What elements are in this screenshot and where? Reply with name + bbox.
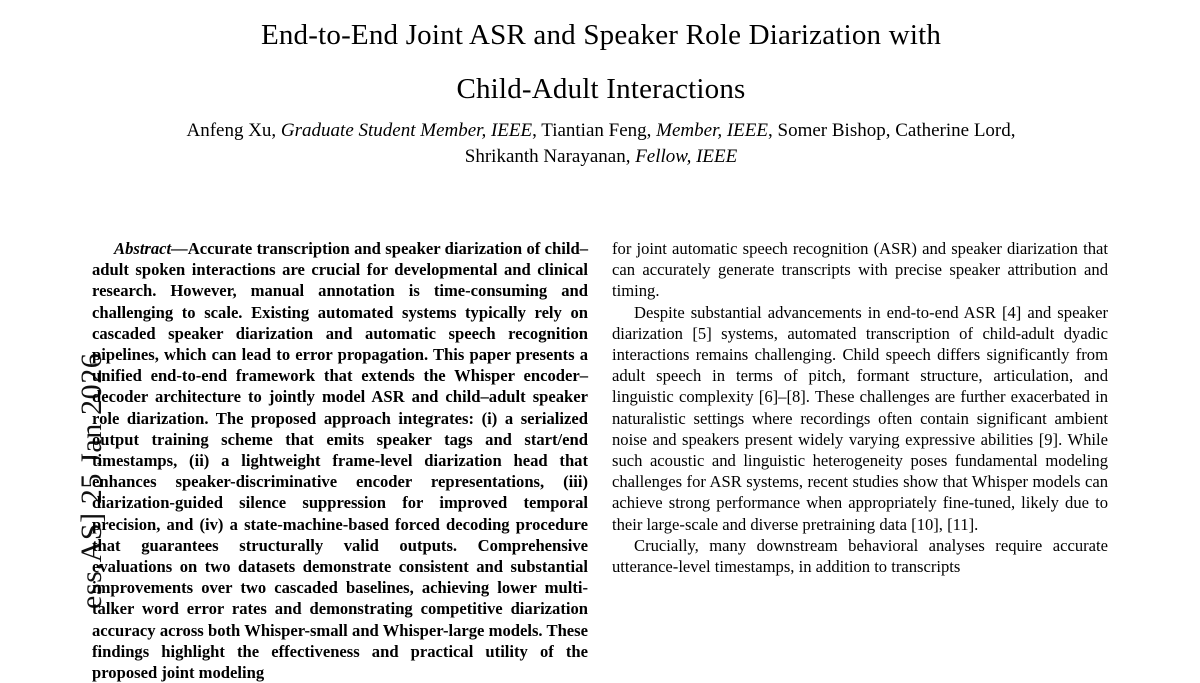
author-line-2	[96, 144, 1106, 170]
abstract-label: Abstract	[114, 239, 172, 258]
author-xu-grade: Graduate Student Member, IEEE	[280, 120, 533, 141]
author-narayanan-grade: Fellow, IEEE	[635, 146, 738, 167]
author-line-1	[96, 118, 1106, 144]
intro-paragraph-2: Despite substantial advancements in end-to-end ASR [4] and speaker diarization [5] systems, automated transcription of child-adult dyadic interactions remains challenging. Child speech differs significantly from adult speech in terms of pitch, formant structure, articulation, and linguistic complexity [6]–[8]. These challenges are further exacerbated in naturalistic settings where recordings often contain significant ambient noise and speakers present widely varying expressive abilities [9]. While such acoustic and linguistic heterogeneity poses fundamental modeling challenges for ASR systems, recent studies show that Whisper models can achieve strong performance when appropriately fine-tuned, likely due to their large-scale and diverse pretraining data [10], [11].	[612, 302, 1108, 534]
intro-paragraph-3: Crucially, many downstream behavioral analyses require accurate utterance-level timestamps, in addition to transcripts	[612, 535, 1108, 577]
author-feng: , Tiantian Feng,	[532, 120, 657, 141]
page-title	[96, 8, 1106, 116]
abstract-dash: —	[171, 239, 188, 258]
abstract-paragraph	[92, 238, 588, 683]
abstract-text: Accurate transcription and speaker diarization of child–adult spoken interactions are crucial for developmental and clinical research. However, manual annotation is time-consuming and challenging to scale. Existing automated systems typically rely on cascaded speaker diarization and automatic speech recognition pipelines, which can lead to error propagation. This paper presents a unified end-to-end framework that extends the Whisper encoder–decoder architecture to jointly model ASR and child–adult speaker role diarization. The proposed approach integrates: (i) a serialized output training scheme that emits speaker tags and start/end timestamps, (ii) a lightweight frame-level diarization head that enhances speaker-discriminative encoder representations, (iii) diarization-guided silence suppression for improved temporal precision, and (iv) a state-machine-based forced decoding procedure that guarantees structurally valid outputs. Comprehensive evaluations on two datasets demonstrate consistent and substantial improvements over two cascaded baselines, achieving lower multi-talker word error rates and demonstrating competitive diarization accuracy across both Whisper-small and Whisper-large models. These findings highlight the effectiveness and practical utility of the proposed joint modeling	[92, 239, 588, 683]
intro-column	[612, 238, 1108, 577]
abstract-column	[92, 238, 588, 683]
title-line-2: Child-Adult Interactions	[456, 73, 746, 105]
author-bishop-lord: , Somer Bishop, Catherine Lord,	[768, 120, 1016, 141]
title-line-1: End-to-End Joint ASR and Speaker Role Diarization with	[260, 19, 942, 51]
author-narayanan: Shrikanth Narayanan,	[464, 146, 636, 167]
author-feng-grade: Member, IEEE	[656, 120, 769, 141]
arxiv-vertical-stamp: ess.AS] 25 Jan 2026	[75, 352, 108, 609]
author-list	[96, 118, 1106, 170]
author-xu: Anfeng Xu,	[186, 120, 281, 141]
intro-paragraph-1: for joint automatic speech recognition (ASR) and speaker diarization that can accurately generate transcripts with precise speaker attribution and timing.	[612, 239, 1108, 301]
